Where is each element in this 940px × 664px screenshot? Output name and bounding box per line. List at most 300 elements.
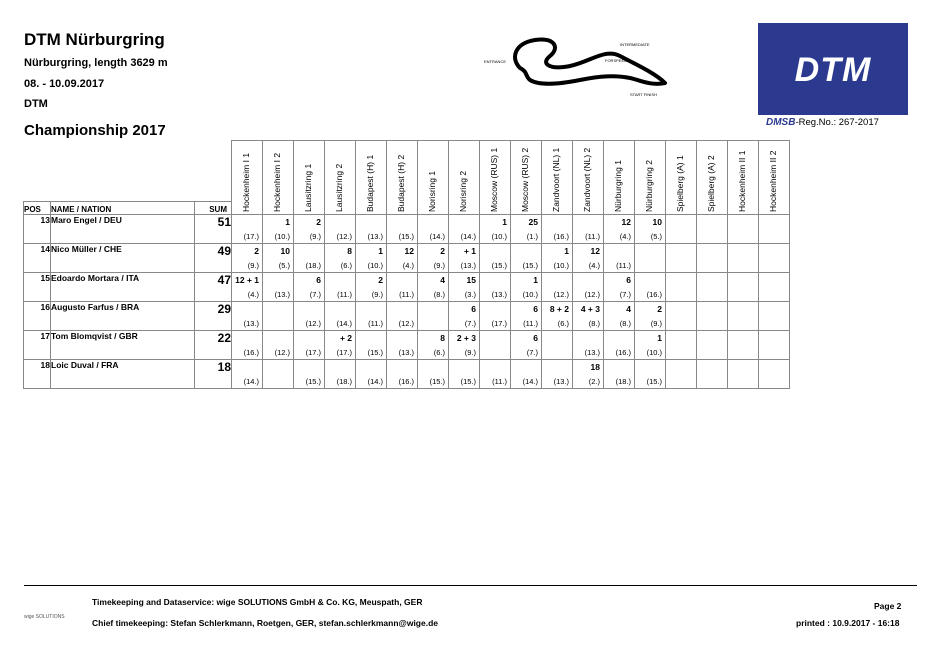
- race-result-cell: [449, 301, 480, 330]
- race-placing: (12.): [274, 347, 290, 357]
- race-result-cell: [511, 214, 542, 243]
- race-placing: (13.): [460, 260, 476, 270]
- race-placing: (12.): [336, 231, 352, 241]
- race-placing: (9.): [433, 260, 445, 270]
- race-points: 1: [564, 245, 569, 256]
- race-result-cell: [263, 243, 294, 272]
- footer-chief: Chief timekeeping: Stefan Schlerkmann, Roetgen, GER, stefan.schlerkmann@wige.de: [92, 618, 439, 628]
- race-points: + 2: [339, 332, 352, 343]
- race-result-cell: [542, 359, 573, 388]
- race-points: 4: [626, 303, 631, 314]
- race-placing: (10.): [646, 347, 662, 357]
- page-title: DTM Nürburgring: [24, 30, 165, 49]
- table-row: [24, 272, 790, 301]
- race-points: 8: [347, 245, 352, 256]
- race-name: Budapest (H) 1: [365, 154, 375, 212]
- race-result-cell: [635, 214, 666, 243]
- race-placing: (4.): [588, 260, 600, 270]
- sum-header: SUM: [195, 201, 232, 214]
- race-points: 1: [378, 245, 383, 256]
- race-result-cell: [325, 301, 356, 330]
- track-map-icon: [480, 28, 670, 103]
- race-column-header: [728, 141, 759, 215]
- driver-name: Edoardo Mortara / ITA: [51, 272, 195, 301]
- race-placing: (18.): [615, 376, 631, 386]
- race-result-cell: [666, 243, 697, 272]
- race-name: Zandvoort (NL) 1: [551, 147, 561, 212]
- race-result-cell: [418, 330, 449, 359]
- race-placing: (10.): [367, 260, 383, 270]
- race-placing: (9.): [309, 231, 321, 241]
- race-result-cell: [449, 330, 480, 359]
- race-result-cell: [635, 272, 666, 301]
- race-column-header: [387, 141, 418, 215]
- race-placing: (9.): [371, 289, 383, 299]
- race-result-cell: [666, 330, 697, 359]
- race-column-header: [325, 141, 356, 215]
- race-placing: (8.): [588, 318, 600, 328]
- race-result-cell: [604, 359, 635, 388]
- race-placing: (1.): [526, 231, 538, 241]
- race-placing: (18.): [305, 260, 321, 270]
- race-result-cell: [232, 330, 263, 359]
- race-placing: (10.): [491, 231, 507, 241]
- race-column-header: [542, 141, 573, 215]
- race-result-cell: [635, 243, 666, 272]
- printed-timestamp: printed : 10.9.2017 - 16:18: [796, 618, 900, 628]
- race-placing: (14.): [429, 231, 445, 241]
- points-sum: 49: [195, 243, 232, 272]
- race-name: Hockenheim II 2: [768, 150, 778, 212]
- race-placing: (15.): [398, 231, 414, 241]
- race-result-cell: [542, 272, 573, 301]
- race-result-cell: [635, 301, 666, 330]
- race-result-cell: [635, 330, 666, 359]
- race-placing: (7.): [464, 318, 476, 328]
- race-result-cell: [666, 359, 697, 388]
- championship-title: Championship 2017: [24, 122, 166, 139]
- race-result-cell: [325, 214, 356, 243]
- race-points: 4: [440, 274, 445, 285]
- race-result-cell: [356, 330, 387, 359]
- race-placing: (15.): [305, 376, 321, 386]
- race-column-header: [294, 141, 325, 215]
- race-name: Zandvoort (NL) 2: [582, 147, 592, 212]
- race-name: Lausitzring 2: [334, 163, 344, 212]
- table-row: [24, 359, 790, 388]
- race-placing: (15.): [522, 260, 538, 270]
- race-points: 12 + 1: [235, 274, 259, 285]
- race-placing: (7.): [619, 289, 631, 299]
- race-result-cell: [356, 243, 387, 272]
- race-placing: (6.): [557, 318, 569, 328]
- race-result-cell: [449, 243, 480, 272]
- race-result-cell: [759, 301, 790, 330]
- race-points: 15: [466, 274, 476, 285]
- race-column-header: [356, 141, 387, 215]
- race-points: 2: [657, 303, 662, 314]
- race-result-cell: [604, 301, 635, 330]
- race-placing: (12.): [398, 318, 414, 328]
- race-result-cell: [542, 214, 573, 243]
- race-points: 2: [254, 245, 259, 256]
- race-column-header: [232, 141, 263, 215]
- race-result-cell: [697, 359, 728, 388]
- race-result-cell: [573, 330, 604, 359]
- race-column-header: [573, 141, 604, 215]
- pos-header: POS: [24, 201, 51, 214]
- race-column-header: [511, 141, 542, 215]
- driver-name: Loic Duval / FRA: [51, 359, 195, 388]
- race-result-cell: [232, 301, 263, 330]
- race-result-cell: [573, 301, 604, 330]
- name-header: NAME / NATION: [51, 201, 195, 214]
- race-points: 12: [404, 245, 414, 256]
- race-points: 10: [280, 245, 290, 256]
- race-points: 6: [533, 332, 538, 343]
- race-placing: (15.): [367, 347, 383, 357]
- race-result-cell: [356, 214, 387, 243]
- race-placing: (5.): [650, 231, 662, 241]
- points-sum: 51: [195, 214, 232, 243]
- race-points: 6: [471, 303, 476, 314]
- race-result-cell: [697, 301, 728, 330]
- race-name: Moscow (RUS) 2: [520, 147, 530, 212]
- race-points: 6: [533, 303, 538, 314]
- race-result-cell: [387, 243, 418, 272]
- race-result-cell: [542, 330, 573, 359]
- race-placing: (13.): [243, 318, 259, 328]
- race-points: 2: [440, 245, 445, 256]
- race-placing: (2.): [588, 376, 600, 386]
- race-placing: (18.): [336, 376, 352, 386]
- race-placing: (3.): [464, 289, 476, 299]
- race-result-cell: [759, 243, 790, 272]
- race-result-cell: [325, 359, 356, 388]
- race-name: Nürburgring 2: [644, 159, 654, 212]
- race-column-header: [666, 141, 697, 215]
- race-placing: (16.): [553, 231, 569, 241]
- race-placing: (11.): [492, 376, 507, 386]
- race-placing: (13.): [274, 289, 290, 299]
- race-placing: (14.): [243, 376, 259, 386]
- race-result-cell: [263, 214, 294, 243]
- race-result-cell: [604, 330, 635, 359]
- points-sum: 22: [195, 330, 232, 359]
- race-result-cell: [325, 330, 356, 359]
- race-placing: (14.): [460, 231, 476, 241]
- race-placing: (10.): [274, 231, 290, 241]
- race-points: 6: [316, 274, 321, 285]
- driver-position: 17: [24, 330, 51, 359]
- race-placing: (14.): [522, 376, 538, 386]
- race-points: 1: [533, 274, 538, 285]
- race-points: 10: [652, 216, 662, 227]
- track-label: INTERMEDIATE: [620, 42, 650, 47]
- race-name: Norisring 1: [427, 170, 437, 212]
- race-result-cell: [511, 272, 542, 301]
- header-spacer: [24, 141, 232, 202]
- race-name: Spielberg (A) 2: [706, 154, 716, 212]
- race-result-cell: [480, 330, 511, 359]
- race-result-cell: [356, 301, 387, 330]
- points-sum: 47: [195, 272, 232, 301]
- race-points: 2 + 3: [456, 332, 476, 343]
- race-result-cell: [697, 272, 728, 301]
- track-label: FORSPEED: [605, 58, 628, 63]
- race-result-cell: [697, 330, 728, 359]
- race-name: Budapest (H) 2: [396, 154, 406, 212]
- race-result-cell: [263, 330, 294, 359]
- race-result-cell: [511, 243, 542, 272]
- race-result-cell: [480, 301, 511, 330]
- race-placing: (9.): [650, 318, 662, 328]
- race-result-cell: [294, 214, 325, 243]
- race-result-cell: [573, 272, 604, 301]
- driver-name: Nico Müller / CHE: [51, 243, 195, 272]
- race-placing: (11.): [523, 318, 538, 328]
- race-result-cell: [387, 359, 418, 388]
- race-result-cell: [294, 243, 325, 272]
- race-result-cell: [635, 359, 666, 388]
- race-name: Nürburgring 1: [613, 159, 623, 212]
- race-placing: (13.): [398, 347, 414, 357]
- race-result-cell: [232, 272, 263, 301]
- race-placing: (4.): [247, 289, 259, 299]
- race-placing: (15.): [646, 376, 662, 386]
- race-result-cell: [387, 272, 418, 301]
- race-result-cell: [356, 272, 387, 301]
- race-name: Norisring 2: [458, 170, 468, 212]
- race-result-cell: [387, 330, 418, 359]
- race-result-cell: [387, 301, 418, 330]
- race-points: 2: [316, 216, 321, 227]
- race-column-header: [635, 141, 666, 215]
- race-result-cell: [232, 359, 263, 388]
- race-placing: (13.): [584, 347, 600, 357]
- race-result-cell: [604, 243, 635, 272]
- race-result-cell: [728, 243, 759, 272]
- race-placing: (15.): [429, 376, 445, 386]
- driver-name: Maro Engel / DEU: [51, 214, 195, 243]
- dtm-logo: DTM: [758, 23, 908, 115]
- race-result-cell: [480, 243, 511, 272]
- race-points: 25: [528, 216, 538, 227]
- points-sum: 29: [195, 301, 232, 330]
- race-placing: (5.): [278, 260, 290, 270]
- track-label: START FINISH: [630, 92, 657, 97]
- race-points: 8: [440, 332, 445, 343]
- race-placing: (14.): [336, 318, 352, 328]
- race-result-cell: [387, 214, 418, 243]
- race-result-cell: [294, 330, 325, 359]
- race-placing: (11.): [399, 289, 414, 299]
- race-placing: (13.): [367, 231, 383, 241]
- driver-position: 15: [24, 272, 51, 301]
- event-dates: 08. - 10.09.2017: [24, 78, 105, 90]
- race-placing: (15.): [460, 376, 476, 386]
- race-placing: (15.): [491, 260, 507, 270]
- race-column-header: [697, 141, 728, 215]
- race-column-header: [604, 141, 635, 215]
- race-result-cell: [542, 243, 573, 272]
- race-placing: (8.): [433, 289, 445, 299]
- race-placing: (4.): [619, 231, 631, 241]
- race-placing: (17.): [243, 231, 259, 241]
- page-number: Page 2: [874, 601, 902, 611]
- race-placing: (12.): [584, 289, 600, 299]
- race-column-header: [759, 141, 790, 215]
- race-placing: (16.): [243, 347, 259, 357]
- results-table: [23, 140, 790, 389]
- race-points: 12: [590, 245, 600, 256]
- race-result-cell: [294, 359, 325, 388]
- race-column-header: [449, 141, 480, 215]
- race-placing: (16.): [615, 347, 631, 357]
- race-placing: (11.): [368, 318, 383, 328]
- table-row: [24, 301, 790, 330]
- driver-position: 18: [24, 359, 51, 388]
- race-placing: (6.): [340, 260, 352, 270]
- race-result-cell: [325, 243, 356, 272]
- race-result-cell: [697, 243, 728, 272]
- race-result-cell: [263, 301, 294, 330]
- track-subtitle: Nürburgring, length 3629 m: [24, 57, 168, 69]
- race-placing: (7.): [526, 347, 538, 357]
- race-name: Lausitzring 1: [303, 163, 313, 212]
- race-points: 1: [285, 216, 290, 227]
- race-placing: (13.): [491, 289, 507, 299]
- race-name: Hockenheim I 2: [272, 152, 282, 212]
- race-points: 8 + 2: [549, 303, 569, 314]
- race-placing: (14.): [367, 376, 383, 386]
- race-result-cell: [511, 301, 542, 330]
- race-result-cell: [697, 214, 728, 243]
- race-placing: (16.): [398, 376, 414, 386]
- table-row: [24, 214, 790, 243]
- race-column-header: [480, 141, 511, 215]
- race-placing: (17.): [305, 347, 321, 357]
- driver-position: 14: [24, 243, 51, 272]
- race-result-cell: [325, 272, 356, 301]
- race-result-cell: [263, 359, 294, 388]
- table-row: [24, 243, 790, 272]
- race-result-cell: [449, 359, 480, 388]
- race-result-cell: [418, 301, 449, 330]
- race-points: 1: [502, 216, 507, 227]
- race-name: Hockenheim II 1: [737, 150, 747, 212]
- race-placing: (10.): [553, 260, 569, 270]
- points-sum: 18: [195, 359, 232, 388]
- race-placing: (11.): [616, 260, 631, 270]
- race-result-cell: [728, 359, 759, 388]
- race-result-cell: [573, 359, 604, 388]
- race-result-cell: [511, 359, 542, 388]
- race-result-cell: [511, 330, 542, 359]
- race-result-cell: [263, 272, 294, 301]
- race-name: Hockenheim I 1: [241, 152, 251, 212]
- footer-divider: [24, 585, 917, 586]
- race-placing: (8.): [619, 318, 631, 328]
- race-points: 6: [626, 274, 631, 285]
- driver-position: 16: [24, 301, 51, 330]
- race-result-cell: [542, 301, 573, 330]
- race-result-cell: [449, 272, 480, 301]
- race-result-cell: [573, 243, 604, 272]
- footer-timekeeping: Timekeeping and Dataservice: wige SOLUTIONS GmbH & Co. KG, Meuspath, GER: [92, 597, 423, 607]
- series-name: DTM: [24, 98, 48, 110]
- race-result-cell: [294, 301, 325, 330]
- race-name: Moscow (RUS) 1: [489, 147, 499, 212]
- race-result-cell: [728, 272, 759, 301]
- race-result-cell: [759, 272, 790, 301]
- track-label: ENTRANCE: [484, 59, 507, 64]
- race-result-cell: [232, 243, 263, 272]
- driver-name: Augusto Farfus / BRA: [51, 301, 195, 330]
- race-result-cell: [759, 359, 790, 388]
- race-result-cell: [728, 301, 759, 330]
- race-result-cell: [604, 272, 635, 301]
- table-row: [24, 330, 790, 359]
- race-result-cell: [418, 359, 449, 388]
- race-column-header: [263, 141, 294, 215]
- race-result-cell: [480, 214, 511, 243]
- race-result-cell: [759, 214, 790, 243]
- race-result-cell: [604, 214, 635, 243]
- race-result-cell: [480, 272, 511, 301]
- race-placing: (9.): [247, 260, 259, 270]
- race-points: 2: [378, 274, 383, 285]
- race-points: 12: [621, 216, 631, 227]
- registration-number: DMSB-Reg.No.: 267-2017: [766, 117, 879, 128]
- race-placing: (17.): [336, 347, 352, 357]
- race-result-cell: [418, 214, 449, 243]
- race-points: 1: [657, 332, 662, 343]
- race-placing: (12.): [553, 289, 569, 299]
- race-placing: (12.): [305, 318, 321, 328]
- race-placing: (4.): [402, 260, 414, 270]
- race-placing: (6.): [433, 347, 445, 357]
- race-result-cell: [573, 214, 604, 243]
- race-result-cell: [480, 359, 511, 388]
- race-result-cell: [759, 330, 790, 359]
- race-result-cell: [418, 243, 449, 272]
- race-result-cell: [728, 330, 759, 359]
- race-points: 18: [590, 361, 600, 372]
- race-result-cell: [449, 214, 480, 243]
- race-placing: (7.): [309, 289, 321, 299]
- race-placing: (16.): [646, 289, 662, 299]
- race-result-cell: [356, 359, 387, 388]
- race-placing: (11.): [337, 289, 352, 299]
- race-result-cell: [666, 214, 697, 243]
- driver-position: 13: [24, 214, 51, 243]
- race-placing: (10.): [522, 289, 538, 299]
- race-result-cell: [294, 272, 325, 301]
- race-result-cell: [666, 301, 697, 330]
- race-points: 4 + 3: [580, 303, 600, 314]
- race-result-cell: [666, 272, 697, 301]
- race-placing: (13.): [553, 376, 569, 386]
- race-result-cell: [418, 272, 449, 301]
- race-placing: (17.): [491, 318, 507, 328]
- race-placing: (9.): [464, 347, 476, 357]
- race-name: Spielberg (A) 1: [675, 154, 685, 212]
- driver-name: Tom Blomqvist / GBR: [51, 330, 195, 359]
- race-column-header: [418, 141, 449, 215]
- race-result-cell: [728, 214, 759, 243]
- race-result-cell: [232, 214, 263, 243]
